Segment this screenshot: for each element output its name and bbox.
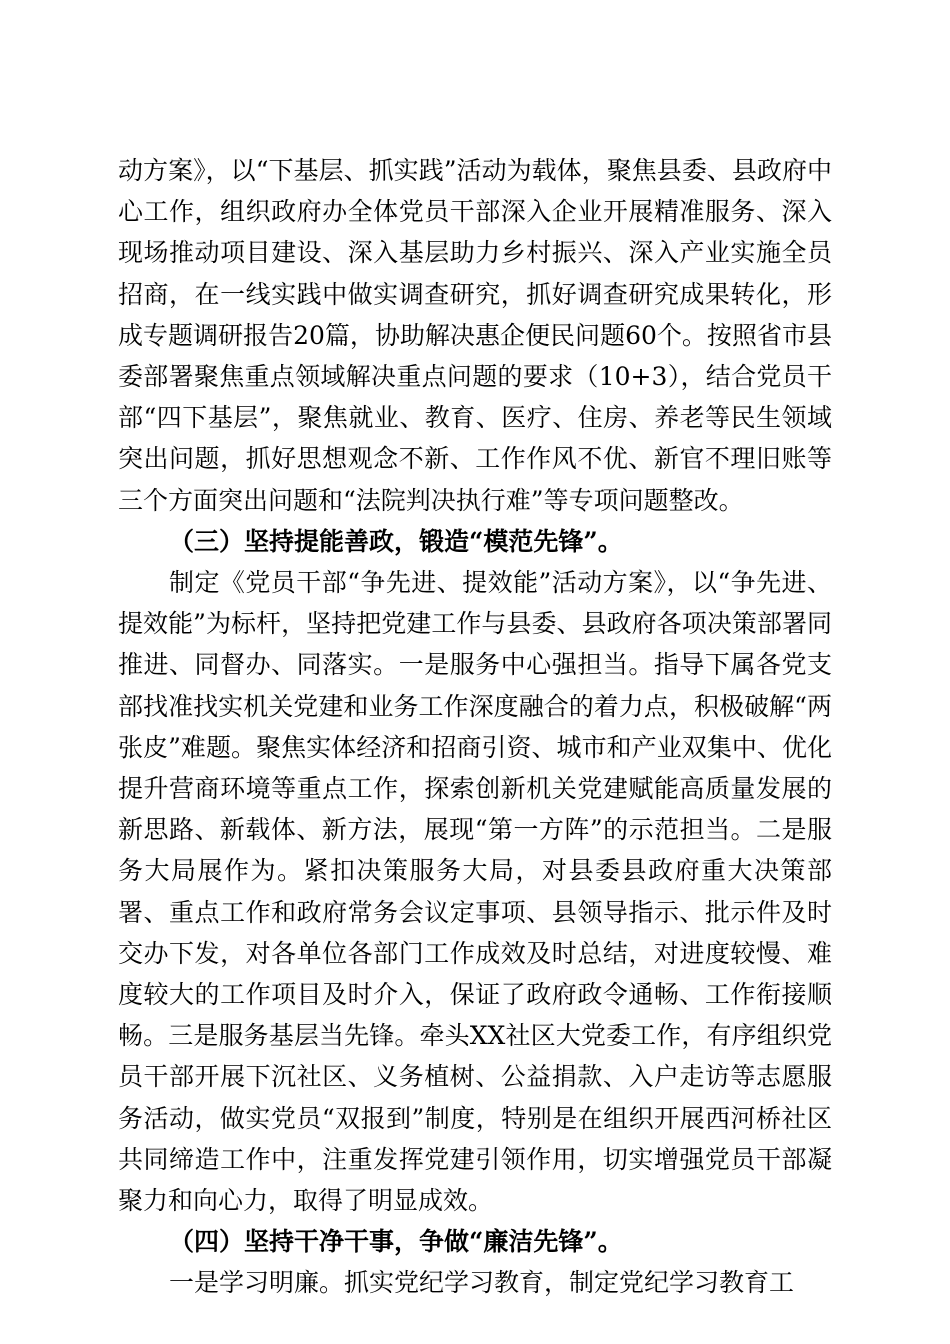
body-paragraph: 制定《党员干部“争先进、提效能”活动方案》，以“争先进、提效能”为标杆，坚持把党建工作与县委、县政府各项决策部署同推进、同督办、同落实。一是服务中心强担当。指导下属各党支部找准找实机关党建和业务工作深度融合的着力点，积极破解“两张皮”难题。聚焦实体经济和招商引资、城市和产业双集中、优化提升营商环境等重点工作，探索创新机关党建赋能高质量发展的新思路、新载体、新方法，展现“第一方阵”的示范担当。二是服务大局展作为。紧扣决策服务大局，对县委县政府重大决策部署、重点工作和政府常务会议定事项、县领导指示、批示件及时交办下发，对各单位各部门工作成效及时总结，对进度较慢、难度较大的工作项目及时介入，保证了政府政令通畅、工作衔接顺畅。三是服务基层当先锋。牵头XX社区大党委工作，有序组织党员干部开展下沉社区、义务植树、公益捐款、入户走访等志愿服务活动，做实党员“双报到”制度，特别是在组织开展西河桥社区共同缔造工作中，注重发挥党建引领作用，切实增强党员干部凝聚力和向心力，取得了明显成效。 [118,568,832,1216]
body-paragraph: 动方案》，以“下基层、抓实践”活动为载体，聚焦县委、县政府中心工作，组织政府办全体党员干部深入企业开展精准服务、深入现场推动项目建设、深入基层助力乡村振兴、深入产业实施全员招商，在一线实践中做实调查研究，抓好调查研究成果转化，形成专题调研报告20篇，协助解决惠企便民问题60个。按照省市县委部署聚焦重点领域解决重点问题的要求（10+3），结合党员干部“四下基层”，聚焦就业、教育、医疗、住房、养老等民生领域突出问题，抓好思想观念不新、工作作风不优、新官不理旧账等三个方面突出问题和“法院判决执行难”等专项问题整改。 [118,156,832,515]
section-heading: （三）坚持提能善政，锻造“模范先锋”。 [169,526,623,556]
document-page [118,150,832,1304]
body-paragraph: 一是学习明廉。抓实党纪学习教育，制定党纪学习教育工 [169,1268,795,1298]
section-heading: （四）坚持干净干事，争做“廉洁先锋”。 [169,1227,623,1257]
